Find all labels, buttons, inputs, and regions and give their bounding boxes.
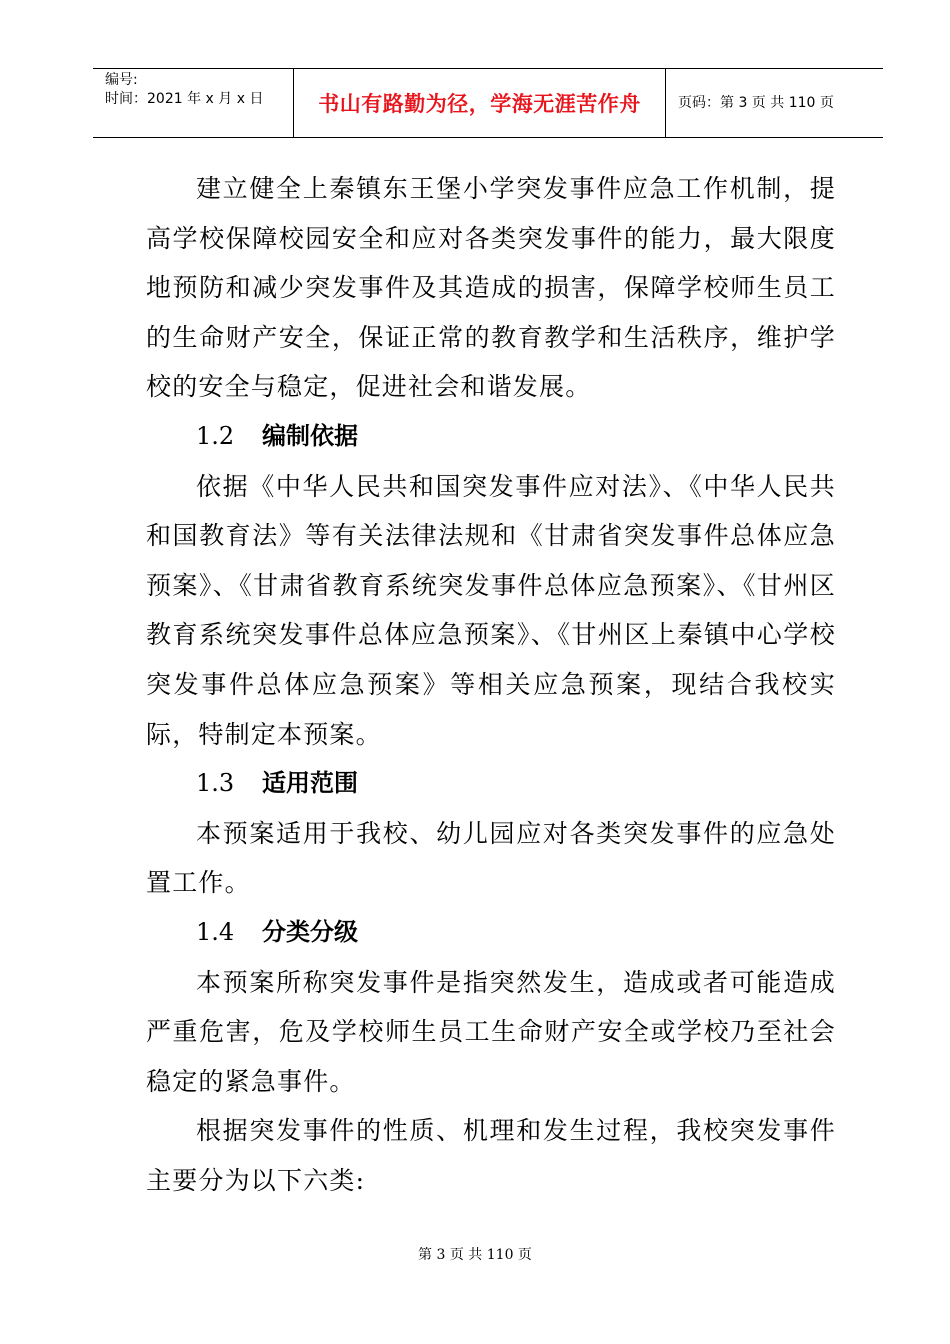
section-heading-1-2 (146, 412, 836, 462)
page-header (93, 68, 883, 138)
paragraph-basis: 依据《中华人民共和国突发事件应对法》、《中华人民共和国教育法》等有关法律法规和《甘肃省突发事件总体应急预案》、《甘肃省教育系统突发事件总体应急预案》、《甘州区教育系统突发事件总体应急预案》、《甘州区上秦镇中心学校突发事件总体应急预案》等相关应急预案，现结合我校实际，特制定本预案。 (146, 471, 836, 749)
paragraph-categories: 根据突发事件的性质、机理和发生过程，我校突发事件主要分为以下六类: (146, 1116, 836, 1195)
header-motto: 书山有路勤为径，学海无涯苦作舟 (318, 92, 641, 116)
section-title: 分类分级 (262, 917, 358, 946)
section-title: 编制依据 (262, 421, 358, 450)
document-code-label: 编号: (105, 72, 138, 88)
document-body (146, 164, 836, 1205)
section-heading-1-3 (146, 759, 836, 809)
section-number: 1.2 (196, 421, 235, 450)
document-time-label: 时间：2021 年 x 月 x 日 (105, 91, 264, 107)
section-number: 1.3 (196, 769, 235, 798)
paragraph-purpose: 建立健全上秦镇东王堡小学突发事件应急工作机制，提高学校保障校园安全和应对各类突发事件的能力，最大限度地预防和减少突发事件及其造成的损害，保障学校师生员工的生命财产安全，保证正常的教育教学和生活秩序，维护学校的安全与稳定，促进社会和谐发展。 (146, 174, 836, 402)
section-title: 适用范围 (262, 769, 358, 798)
header-page-cell (666, 69, 883, 137)
header-meta-cell (93, 69, 294, 137)
page-footer: 第 3 页 共 110 页 (418, 1247, 532, 1263)
section-heading-1-4 (146, 908, 836, 958)
header-page-info: 页码：第 3 页 共 110 页 (678, 95, 834, 111)
section-number: 1.4 (196, 917, 235, 946)
paragraph-scope: 本预案适用于我校、幼儿园应对各类突发事件的应急处置工作。 (146, 818, 836, 898)
header-motto-cell (294, 69, 666, 137)
paragraph-definition: 本预案所称突发事件是指突然发生，造成或者可能造成严重危害，危及学校师生员工生命财产安全或学校乃至社会稳定的紧急事件。 (146, 967, 836, 1096)
